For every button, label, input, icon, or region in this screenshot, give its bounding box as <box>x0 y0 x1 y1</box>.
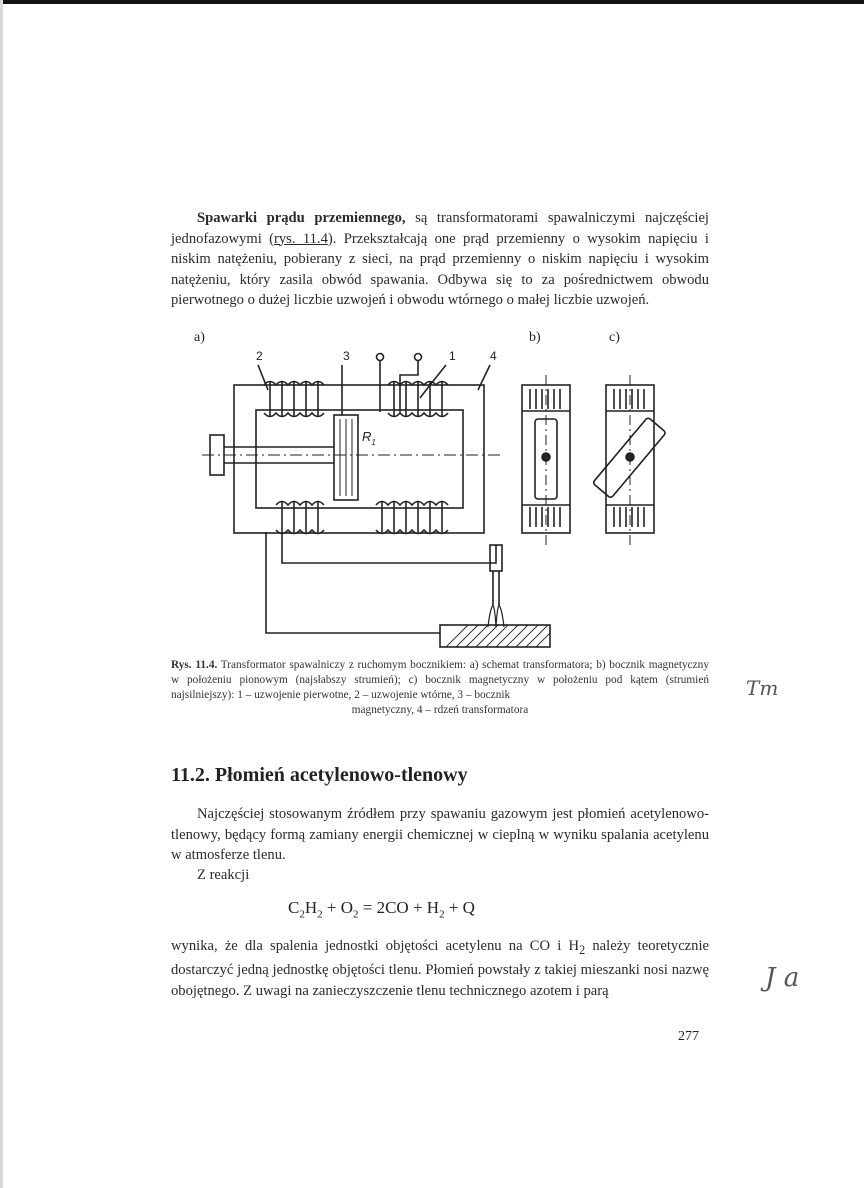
caption-tail: magnetyczny, 4 – rdzeń transformatora <box>351 704 529 716</box>
leader-2 <box>258 365 268 390</box>
scan-left-edge <box>0 0 3 1188</box>
cable-electrode <box>282 532 496 563</box>
label-4: 4 <box>490 349 497 363</box>
core-outer <box>234 385 484 533</box>
label-r1 <box>362 429 376 447</box>
paragraph4-a: wynika, że dla spalenia jednostki objętości acetylenu na CO i H <box>171 938 580 954</box>
caption-text: Transformator spawalniczy z ruchomym bocznikiem: a) schemat transformatora; b) bocznik magnetyczny w położeniu pionowym (najsłabszy strumień); c) bocznik magnetyczny w położeniu pod kątem (strumień najsilniejszy): 1 – uzwojenie pierwotne, 2 – uzwojenie wtórne, 3 – bocznik <box>171 659 709 701</box>
r1-letter: R <box>362 429 372 444</box>
page-number: 277 <box>678 1029 699 1044</box>
shunt-lamination <box>340 419 352 496</box>
label-3: 3 <box>343 349 350 363</box>
terminal-right <box>415 354 422 361</box>
h2-subscript: 2 <box>579 942 586 957</box>
arc-flame <box>488 605 504 627</box>
figure-reference: (rys. 11.4) <box>269 230 333 247</box>
caption-lead: Rys. 11.4. <box>171 659 218 671</box>
eq-q: + Q <box>448 898 475 917</box>
primary-winding-bottom <box>376 502 448 534</box>
chemical-equation: $C_2H_2 + O_2 = 2CO + H_2 + Q$ <box>288 898 475 921</box>
eq-o: O <box>340 898 353 917</box>
label-2: 2 <box>256 349 263 363</box>
handwritten-note-1: Tm <box>746 676 779 700</box>
eq-c: C <box>288 898 300 917</box>
eq-sub-3: 2 <box>353 908 359 921</box>
panel-a-label: a) <box>194 330 205 345</box>
panel-c-shunt-angled <box>593 375 667 545</box>
paragraph-reaction-intro: Z reakcji <box>197 867 250 883</box>
secondary-winding-top <box>264 381 324 417</box>
handwritten-note-2: J a <box>765 963 800 993</box>
eq-h: H <box>304 898 318 917</box>
eq-sub-2: 2 <box>317 908 323 921</box>
primary-winding-top <box>388 381 448 417</box>
workpiece-hatch <box>446 625 550 647</box>
bold-lead: Spawarki prądu przemiennego, <box>197 210 406 226</box>
transformer-diagram <box>190 335 670 650</box>
figure-caption <box>171 658 709 718</box>
electrode <box>493 571 499 605</box>
primary-leads <box>380 360 418 412</box>
cable-workpiece <box>266 532 440 633</box>
terminal-left <box>377 354 384 361</box>
paragraph-welding-ac <box>171 208 709 311</box>
core-window <box>256 410 463 508</box>
eq-sub-1: 2 <box>299 908 305 921</box>
secondary-winding-bottom <box>276 502 324 534</box>
paragraph4-b: należy teoretycznie dostarczyć jedną jednostkę objętości tlenu. Płomień powstały z takiej mieszanki nosi nazwę obojętnego. Z uwagi na zanieczyszczenie tlenu technicznego azotem i parą <box>171 938 709 999</box>
paragraph-neutral-flame <box>171 936 709 1001</box>
panel-b-label: b) <box>529 330 541 345</box>
paragraph1-text-b: . Przekształcają one prąd przemienny o wysokim napięciu i niskim natężeniu, pobierany z sieci, na prąd przemienny o niskim napięciu i wysokim natężeniu, który zasila obwód spawania. Odbywa się to za pośrednictwem obwodu pierwotnego o dużej liczbie uzwojeń i obwodu wtórnego o małej liczbie uzwojeń. <box>171 230 709 308</box>
paragraph1-text-a: są transformatorami spawalniczymi najczęściej jednofazowymi <box>171 210 709 247</box>
r1-subscript: 1 <box>371 438 376 447</box>
section-heading: 11.2. Płomień acetylenowo-tlenowy <box>171 764 468 786</box>
paragraph-flame-source: Najczęściej stosowanym źródłem przy spawaniu gazowym jest płomień acetylenowo-tlenowy, będący formą zamiany energii chemicznej w cieplną w wyniku spalania acetylenu w atmosferze tlenu. <box>171 806 709 863</box>
eq-rhs: = 2CO + H <box>362 898 440 917</box>
scan-top-edge <box>0 0 864 4</box>
panel-b-shunt-vertical <box>522 375 570 545</box>
label-1: 1 <box>449 349 456 363</box>
eq-sub-4: 2 <box>439 908 445 921</box>
panel-c-label: c) <box>609 330 620 345</box>
